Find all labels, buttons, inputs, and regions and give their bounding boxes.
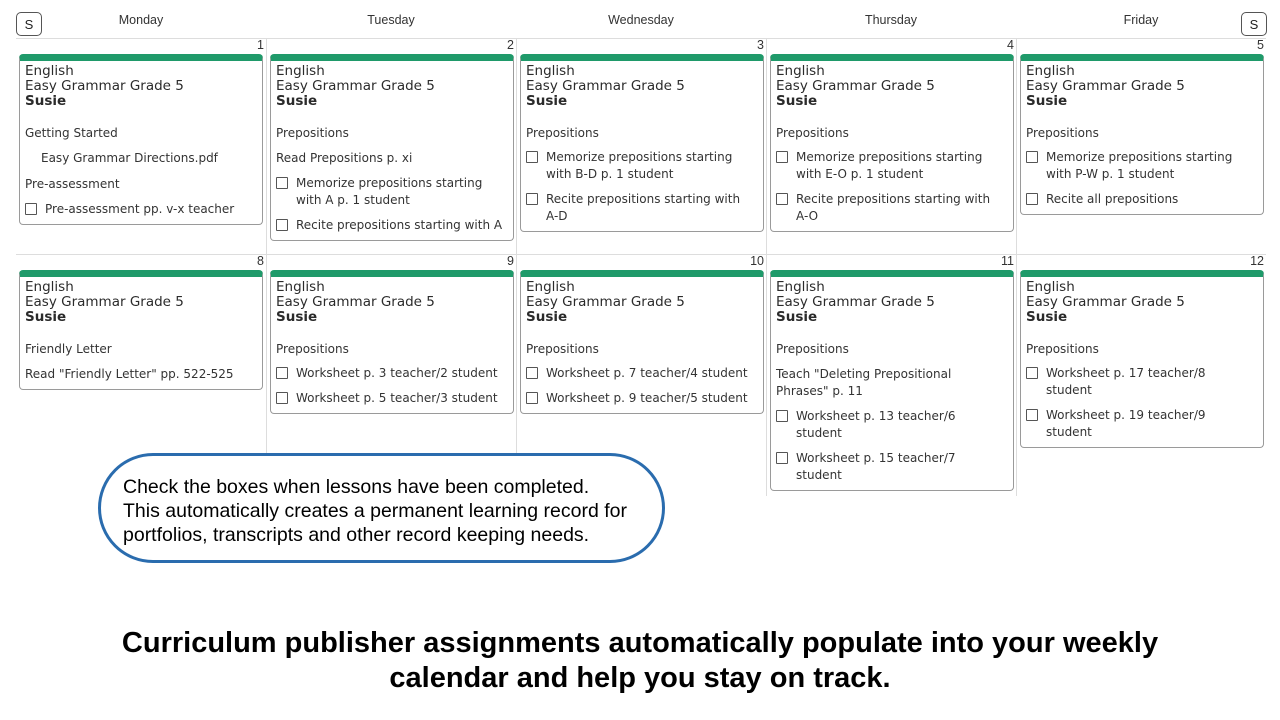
date-number: 11 xyxy=(1001,254,1014,268)
lesson-topic: Prepositions xyxy=(526,342,599,356)
assignment-card xyxy=(19,54,263,225)
day-header-thursday: Thursday xyxy=(864,13,918,27)
lesson-topic: Friendly Letter xyxy=(25,342,112,356)
task-line: student xyxy=(1046,425,1092,439)
task-line: with B-D p. 1 student xyxy=(546,167,674,181)
lesson-topic: Prepositions xyxy=(1026,342,1099,356)
card-subject: English xyxy=(776,63,825,79)
task-row[interactable] xyxy=(776,149,1007,183)
card-student-name: Susie xyxy=(776,309,818,325)
instruction-line: Teach "Deleting Prepositional xyxy=(776,367,952,381)
task-checkbox[interactable] xyxy=(526,392,538,404)
date-number: 1 xyxy=(257,38,264,52)
task-line: student xyxy=(1046,383,1092,397)
task-label xyxy=(796,408,956,442)
task-label xyxy=(546,390,748,407)
card-book-title: Easy Grammar Grade 5 xyxy=(776,294,935,310)
task-row[interactable] xyxy=(776,408,1007,442)
task-line: A-O xyxy=(796,209,819,223)
task-checkbox[interactable] xyxy=(776,410,788,422)
attachment-link[interactable]: Easy Grammar Directions.pdf xyxy=(41,151,218,165)
task-row[interactable] xyxy=(526,390,757,407)
card-subject: English xyxy=(276,63,325,79)
task-line: Memorize prepositions starting xyxy=(296,176,483,190)
task-label xyxy=(45,201,234,218)
lesson-instruction: Read Prepositions p. xi xyxy=(276,151,413,165)
task-line: Recite prepositions starting with xyxy=(796,192,991,206)
card-subject: English xyxy=(526,279,575,295)
assignment-card xyxy=(770,270,1014,491)
caption-line: Curriculum publisher assignments automatically populate into your weekly xyxy=(121,627,1159,659)
card-subject: English xyxy=(1026,63,1075,79)
lesson-topic: Prepositions xyxy=(276,126,349,140)
callout-line: Check the boxes when lessons have been completed. xyxy=(123,476,590,498)
task-row[interactable] xyxy=(25,201,256,218)
task-row[interactable] xyxy=(1026,149,1257,183)
task-checkbox[interactable] xyxy=(1026,367,1038,379)
task-row[interactable] xyxy=(276,175,507,209)
task-row[interactable] xyxy=(1026,191,1257,208)
task-label xyxy=(296,390,498,407)
instruction-callout xyxy=(98,453,665,563)
task-label xyxy=(546,365,748,382)
card-book-title: Easy Grammar Grade 5 xyxy=(25,294,184,310)
card-book-title: Easy Grammar Grade 5 xyxy=(776,78,935,94)
card-student-name: Susie xyxy=(1026,309,1068,325)
task-row[interactable] xyxy=(526,191,757,225)
lesson-topic: Prepositions xyxy=(776,126,849,140)
task-label xyxy=(1046,407,1206,441)
lesson-topic: Prepositions xyxy=(776,342,849,356)
task-checkbox[interactable] xyxy=(776,193,788,205)
task-line: Recite all prepositions xyxy=(1046,192,1179,206)
task-line: Recite prepositions starting with A xyxy=(296,218,503,232)
task-label xyxy=(546,191,740,225)
task-line: Memorize prepositions starting xyxy=(1046,150,1233,164)
task-label xyxy=(796,191,990,225)
next-week-button[interactable]: S xyxy=(1241,12,1267,36)
date-number: 9 xyxy=(507,254,514,268)
card-subject: English xyxy=(276,279,325,295)
task-line: A-D xyxy=(546,209,568,223)
card-book-title: Easy Grammar Grade 5 xyxy=(526,78,685,94)
task-checkbox[interactable] xyxy=(25,203,37,215)
lesson-topic: Prepositions xyxy=(1026,126,1099,140)
task-row[interactable] xyxy=(776,191,1007,225)
task-label xyxy=(296,365,498,382)
card-book-title: Easy Grammar Grade 5 xyxy=(1026,78,1185,94)
assignment-card xyxy=(520,54,764,232)
card-subject: English xyxy=(1026,279,1075,295)
card-student-name: Susie xyxy=(526,309,568,325)
task-label xyxy=(296,175,482,209)
card-book-title: Easy Grammar Grade 5 xyxy=(526,294,685,310)
task-line: with P-W p. 1 student xyxy=(1046,167,1175,181)
callout-line: portfolios, transcripts and other record keeping needs. xyxy=(123,524,590,546)
task-line: Worksheet p. 13 teacher/6 xyxy=(796,409,956,423)
date-number: 4 xyxy=(1007,38,1014,52)
task-checkbox[interactable] xyxy=(776,151,788,163)
card-subject: English xyxy=(25,279,74,295)
card-book-title: Easy Grammar Grade 5 xyxy=(25,78,184,94)
task-checkbox[interactable] xyxy=(526,193,538,205)
lesson-topic: Prepositions xyxy=(526,126,599,140)
task-checkbox[interactable] xyxy=(276,367,288,379)
day-header-friday: Friday xyxy=(1123,13,1159,27)
week-divider xyxy=(16,38,1266,39)
card-student-name: Susie xyxy=(25,93,67,109)
task-line: Worksheet p. 7 teacher/4 student xyxy=(546,366,748,380)
task-row[interactable] xyxy=(776,450,1007,484)
task-checkbox[interactable] xyxy=(1026,409,1038,421)
task-line: Recite prepositions starting with xyxy=(546,192,741,206)
task-line: Worksheet p. 17 teacher/8 xyxy=(1046,366,1206,380)
task-line: Worksheet p. 15 teacher/7 xyxy=(796,451,956,465)
callout-line: This automatically creates a permanent learning record for xyxy=(123,500,627,522)
task-label xyxy=(1046,191,1178,208)
task-row[interactable] xyxy=(276,365,507,382)
task-row[interactable] xyxy=(276,217,507,234)
assignment-card xyxy=(270,54,514,241)
task-label xyxy=(1046,149,1232,183)
marketing-caption xyxy=(0,626,1280,696)
task-line: Worksheet p. 9 teacher/5 student xyxy=(546,391,748,405)
week-divider xyxy=(16,254,1266,255)
card-subject: English xyxy=(25,63,74,79)
lesson-topic: Getting Started xyxy=(25,126,118,140)
lesson-instruction: Read "Friendly Letter" pp. 522-525 xyxy=(25,367,234,381)
previous-week-button[interactable]: S xyxy=(16,12,42,36)
card-student-name: Susie xyxy=(1026,93,1068,109)
task-checkbox[interactable] xyxy=(276,219,288,231)
task-row[interactable] xyxy=(1026,407,1257,441)
task-line: Worksheet p. 3 teacher/2 student xyxy=(296,366,498,380)
task-checkbox[interactable] xyxy=(526,367,538,379)
card-student-name: Susie xyxy=(276,93,318,109)
column-divider xyxy=(1016,38,1017,496)
assignment-card xyxy=(770,54,1014,232)
card-student-name: Susie xyxy=(776,93,818,109)
card-book-title: Easy Grammar Grade 5 xyxy=(276,294,435,310)
day-header-wednesday: Wednesday xyxy=(608,13,674,27)
task-label xyxy=(796,450,956,484)
task-checkbox[interactable] xyxy=(276,392,288,404)
day-header-monday: Monday xyxy=(118,13,164,27)
task-label xyxy=(1046,365,1206,399)
task-row[interactable] xyxy=(276,390,507,407)
task-label xyxy=(546,149,732,183)
assignment-card xyxy=(520,270,764,414)
task-line: student xyxy=(796,426,842,440)
caption-line: calendar and help you stay on track. xyxy=(389,662,891,694)
task-line: Worksheet p. 19 teacher/9 xyxy=(1046,408,1206,422)
card-student-name: Susie xyxy=(276,309,318,325)
task-checkbox[interactable] xyxy=(276,177,288,189)
date-number: 3 xyxy=(757,38,764,52)
task-checkbox[interactable] xyxy=(526,151,538,163)
task-line: student xyxy=(796,468,842,482)
lesson-instruction xyxy=(776,366,1007,400)
task-line: Memorize prepositions starting xyxy=(796,150,983,164)
card-student-name: Susie xyxy=(25,309,67,325)
task-checkbox[interactable] xyxy=(776,452,788,464)
task-label xyxy=(296,217,502,234)
date-number: 12 xyxy=(1250,254,1264,268)
assignment-card xyxy=(1020,270,1264,448)
column-divider xyxy=(766,38,767,496)
card-subject: English xyxy=(526,63,575,79)
date-number: 2 xyxy=(507,38,514,52)
lesson-instruction: Pre-assessment xyxy=(25,177,120,191)
task-row[interactable] xyxy=(1026,365,1257,399)
task-checkbox[interactable] xyxy=(1026,193,1038,205)
date-number: 5 xyxy=(1257,38,1264,52)
task-row[interactable] xyxy=(526,149,757,183)
task-line: with E-O p. 1 student xyxy=(796,167,924,181)
task-line: with A p. 1 student xyxy=(296,193,410,207)
card-book-title: Easy Grammar Grade 5 xyxy=(276,78,435,94)
task-line: Memorize prepositions starting xyxy=(546,150,733,164)
assignment-card xyxy=(19,270,263,390)
task-row[interactable] xyxy=(526,365,757,382)
column-divider xyxy=(266,38,267,496)
day-header-tuesday: Tuesday xyxy=(367,13,415,27)
date-number: 10 xyxy=(750,254,764,268)
card-subject: English xyxy=(776,279,825,295)
task-line: Worksheet p. 5 teacher/3 student xyxy=(296,391,498,405)
card-student-name: Susie xyxy=(526,93,568,109)
card-book-title: Easy Grammar Grade 5 xyxy=(1026,294,1185,310)
column-divider xyxy=(516,38,517,496)
assignment-card xyxy=(1020,54,1264,215)
assignment-card xyxy=(270,270,514,414)
date-number: 8 xyxy=(257,254,264,268)
task-label xyxy=(796,149,982,183)
task-checkbox[interactable] xyxy=(1026,151,1038,163)
lesson-topic: Prepositions xyxy=(276,342,349,356)
instruction-line: Phrases" p. 11 xyxy=(776,384,863,398)
task-line: Pre-assessment pp. v-x teacher xyxy=(45,202,235,216)
